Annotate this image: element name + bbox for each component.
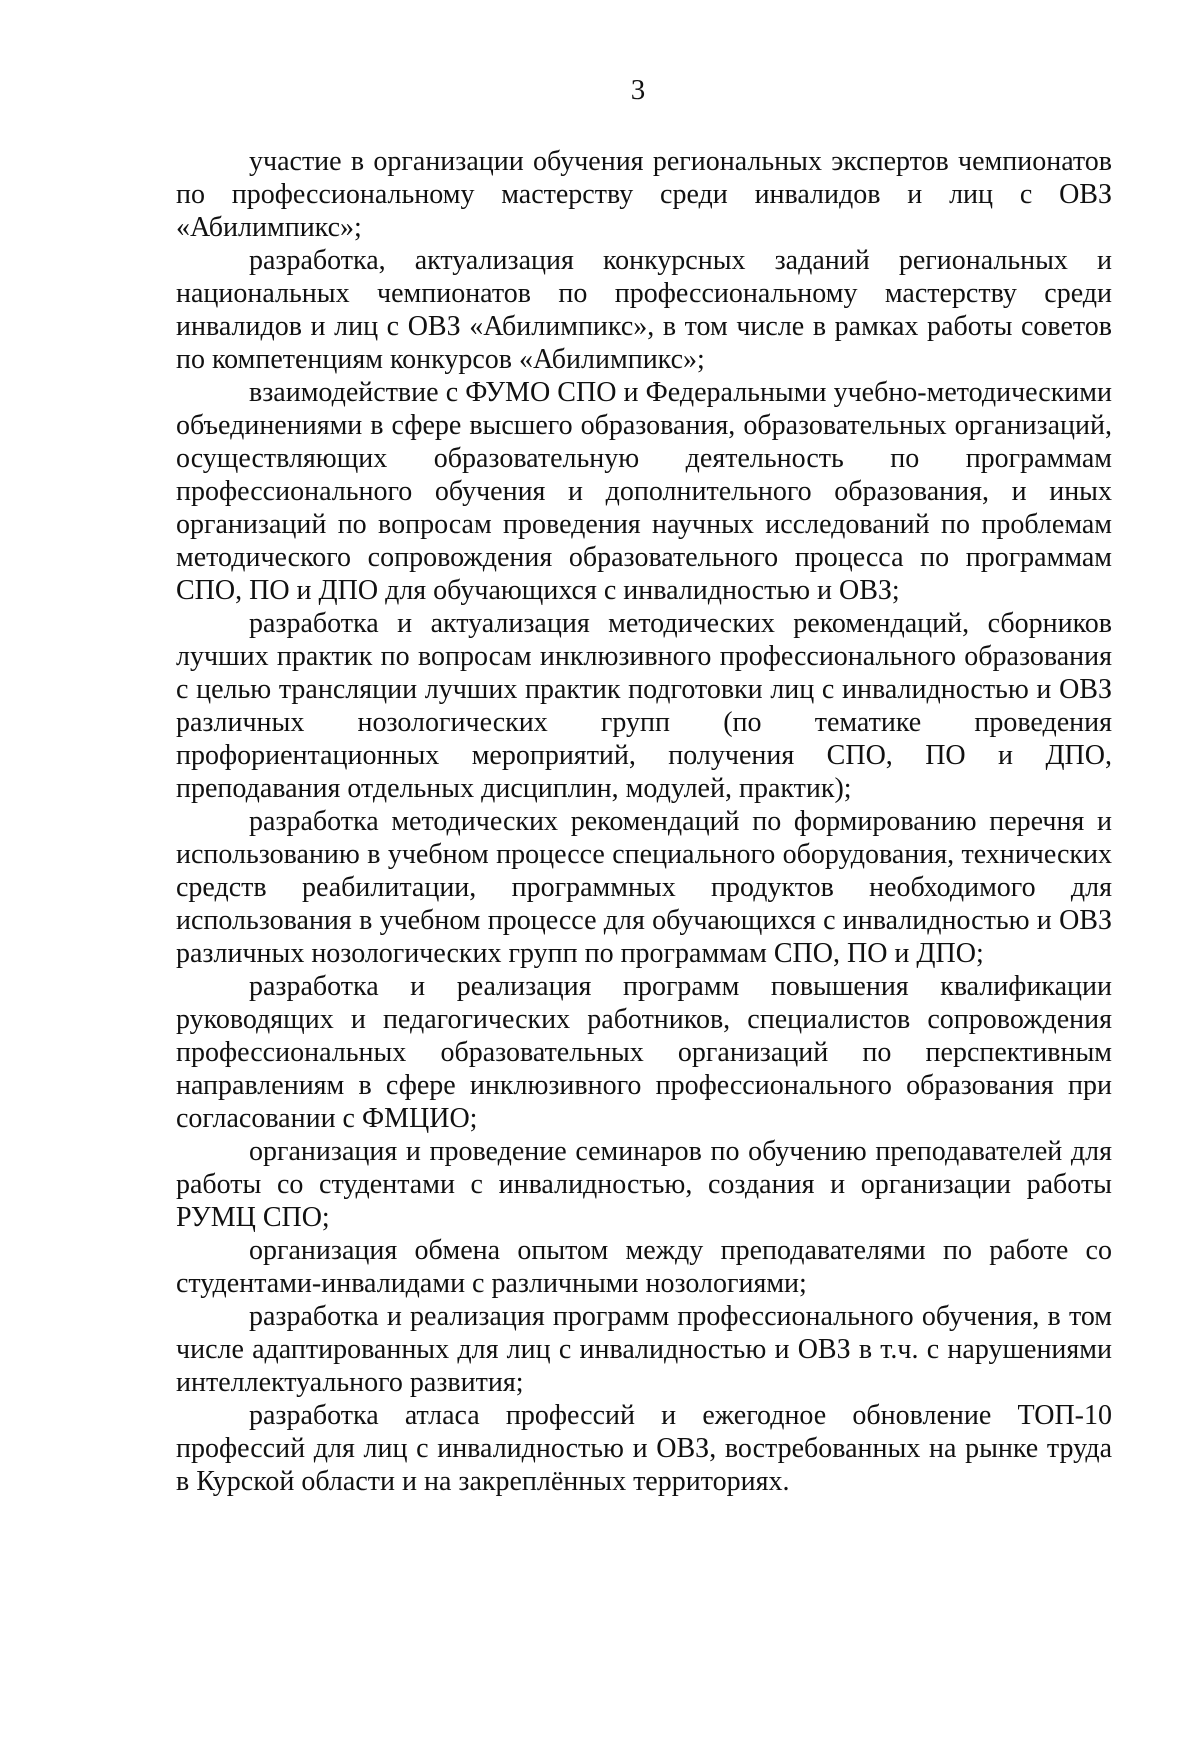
- list-item: разработка атласа профессий и ежегодное обновление ТОП-10 профессий для лиц с инвалидностью и ОВЗ, востребованных на рынке труда в Курской области и на закреплённых территориях.: [176, 1400, 1112, 1497]
- document-body: [176, 145, 1112, 1498]
- list-item: организация обмена опытом между преподавателями по работе со студентами-инвалидами с различными нозологиями;: [176, 1235, 1112, 1299]
- list-item: разработка и реализация программ повышения квалификации руководящих и педагогических работников, специалистов сопровождения профессиональных образовательных организаций по перспективным направлениям в сфере инклюзивного профессионального образования при согласовании с ФМЦИО;: [176, 971, 1112, 1134]
- list-item: разработка и актуализация методических рекомендаций, сборников лучших практик по вопросам инклюзивного профессионального образования с целью трансляции лучших практик подготовки лиц с инвалидностью и ОВЗ различных нозологических групп (по тематике проведения профориентационных мероприятий, получения СПО, ПО и ДПО, преподавания отдельных дисциплин, модулей, практик);: [176, 608, 1112, 804]
- list-item: разработка, актуализация конкурсных заданий региональных и национальных чемпионатов по профессиональному мастерству среди инвалидов и лиц с ОВЗ «Абилимпикс», в том числе в рамках работы советов по компетенциям конкурсов «Абилимпикс»;: [176, 245, 1112, 375]
- list-item: разработка и реализация программ профессионального обучения, в том числе адаптированных для лиц с инвалидностью и ОВЗ в т.ч. с нарушениями интеллектуального развития;: [176, 1301, 1112, 1398]
- page-number: 3: [630, 74, 646, 106]
- list-item: участие в организации обучения региональных экспертов чемпионатов по профессиональному мастерству среди инвалидов и лиц с ОВЗ «Абилимпикс»;: [176, 146, 1112, 243]
- list-item: разработка методических рекомендаций по формированию перечня и использованию в учебном процессе специального оборудования, технических средств реабилитации, программных продуктов необходимого для использования в учебном процессе для обучающихся с инвалидностью и ОВЗ различных нозологических групп по программам СПО, ПО и ДПО;: [176, 806, 1112, 969]
- list-item: взаимодействие с ФУМО СПО и Федеральными учебно-методическими объединениями в сфере высшего образования, образовательных организаций, осуществляющих образовательную деятельность по программам профессионального обучения и дополнительного образования, и иных организаций по вопросам проведения научных исследований по проблемам методического сопровождения образовательного процесса по программам СПО, ПО и ДПО для обучающихся с инвалидностью и ОВЗ;: [176, 377, 1112, 606]
- list-item: организация и проведение семинаров по обучению преподавателей для работы со студентами с инвалидностью, создания и организации работы РУМЦ СПО;: [176, 1136, 1112, 1233]
